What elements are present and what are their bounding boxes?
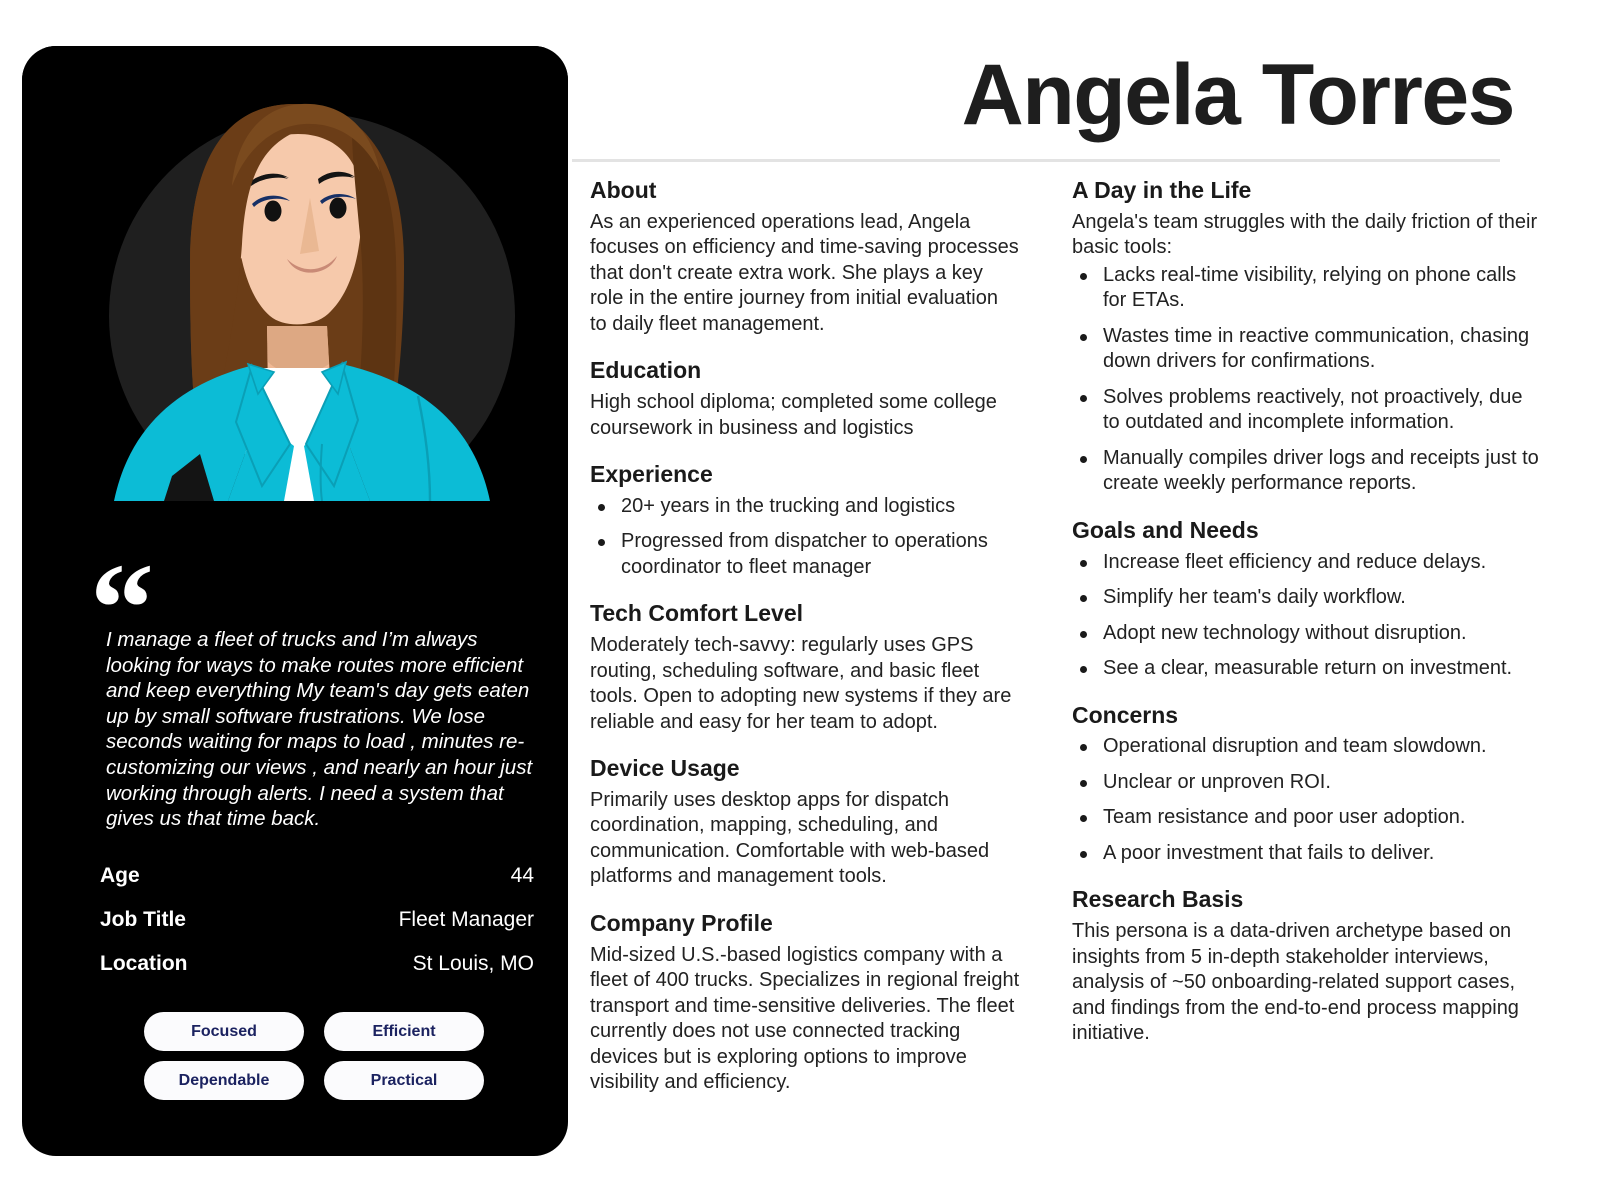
persona-attributes: [100, 864, 534, 996]
avatar-illustration: [22, 46, 568, 501]
section-list: [1072, 263, 1540, 497]
section-list: [1072, 734, 1540, 866]
column-left: [590, 176, 1020, 1096]
section-heading: Experience: [590, 461, 713, 487]
avatar: [22, 46, 568, 501]
attribute-label: Job Title: [100, 908, 186, 931]
section-list: [1072, 550, 1540, 682]
section-goals-and-needs: [1072, 516, 1540, 682]
section-body: Moderately tech-savvy: regularly uses GPS routing, scheduling software, and basic fleet tools. Open to adopting new systems if they are reliable and easy for her team to adopt.: [590, 634, 1012, 733]
section-heading: A Day in the Life: [1072, 177, 1252, 203]
content-columns: [590, 176, 1540, 1096]
list-item: Simplify her team's daily workflow.: [1072, 585, 1540, 611]
section-heading: About: [590, 177, 657, 203]
list-item: Increase fleet efficiency and reduce delays.: [1072, 550, 1540, 576]
section-about: [590, 176, 1020, 337]
section-heading: Device Usage: [590, 755, 740, 781]
section-heading: Goals and Needs: [1072, 516, 1259, 543]
list-item: Lacks real-time visibility, relying on phone calls for ETAs.: [1072, 263, 1540, 314]
page-title: Angela Torres: [961, 47, 1514, 143]
list-item: A poor investment that fails to deliver.: [1072, 841, 1540, 867]
attribute-row-age: [100, 864, 534, 888]
list-item: 20+ years in the trucking and logistics: [590, 494, 1020, 520]
list-item: Wastes time in reactive communication, chasing down drivers for confirmations.: [1072, 324, 1540, 375]
attribute-value: 44: [510, 864, 534, 887]
section-concerns: [1072, 701, 1540, 867]
section-body: Mid-sized U.S.-based logistics company with a fleet of 400 trucks. Specializes in regional freight transport and time-sensitive deliveries. The fleet currently does not use connected tracking devices but is exploring options to improve visibility and efficiency.: [590, 943, 1020, 1093]
list-item: Solves problems reactively, not proactively, due to outdated and incomplete information.: [1072, 385, 1540, 436]
list-item: Adopt new technology without disruption.: [1072, 621, 1540, 647]
list-item: Operational disruption and team slowdown.: [1072, 734, 1540, 760]
section-research-basis: [1072, 885, 1540, 1046]
list-item: Team resistance and poor user adoption.: [1072, 805, 1540, 831]
title-divider: [572, 159, 1500, 162]
quote-mark-icon: “: [90, 537, 152, 679]
persona-card: [22, 46, 568, 1156]
attribute-row-location: [100, 952, 534, 976]
trait-tag[interactable]: Focused: [144, 1012, 304, 1051]
section-list: [590, 494, 1020, 581]
trait-tag[interactable]: Practical: [324, 1061, 484, 1100]
attribute-row-job-title: [100, 908, 534, 932]
section-company-profile: [590, 909, 1020, 1096]
section-education: [590, 356, 1020, 441]
section-tech-comfort-level: [590, 599, 1020, 735]
attribute-value: Fleet Manager: [398, 908, 534, 931]
persona-quote: I manage a fleet of trucks and I’m always looking for ways to make routes more efficient and keep everything My team's day gets eaten up by small software frustrations. We lose seconds waiting for maps to load , minutes re-customizing our views , and nearly an hour just working through alerts. I need a system that gives us that time back.: [106, 628, 533, 831]
section-body: Primarily uses desktop apps for dispatch coordination, mapping, scheduling, and communication. Comfortable with web-based platforms and management tools.: [590, 788, 990, 888]
list-item: Manually compiles driver logs and receipts just to create weekly performance reports.: [1072, 446, 1540, 497]
section-heading: Tech Comfort Level: [590, 600, 803, 627]
list-item: Unclear or unproven ROI.: [1072, 770, 1540, 796]
section-heading: Research Basis: [1072, 886, 1244, 913]
attribute-value: St Louis, MO: [412, 952, 534, 975]
section-body: High school diploma; completed some college coursework in business and logistics: [590, 391, 997, 439]
trait-tag[interactable]: Dependable: [144, 1061, 304, 1100]
attribute-label: Location: [100, 952, 188, 975]
column-right: [1072, 176, 1540, 1096]
section-device-usage: [590, 754, 1020, 890]
list-item: See a clear, measurable return on investment.: [1072, 656, 1540, 682]
section-heading: Company Profile: [590, 909, 773, 936]
section-body: As an experienced operations lead, Angela focuses on efficiency and time-saving processes that don't create extra work. She plays a key role in the entire journey from initial evaluation to daily fleet management.: [590, 210, 1019, 335]
list-item: Progressed from dispatcher to operations coordinator to fleet manager: [590, 529, 1020, 580]
section-body: This persona is a data-driven archetype based on insights from 5 in-depth stakeholder interviews, analysis of ~50 onboarding-related support cases, and findings from the end-to-end process mapping initiative.: [1072, 920, 1519, 1044]
section-heading: Education: [590, 357, 702, 384]
section-experience: [590, 460, 1020, 580]
section-heading: Concerns: [1072, 701, 1179, 728]
section-intro: Angela's team struggles with the daily friction of their basic tools:: [1072, 210, 1538, 259]
attribute-label: Age: [100, 864, 140, 887]
section-a-day-in-the-life: [1072, 176, 1540, 497]
persona-trait-tags: [144, 1012, 484, 1100]
trait-tag[interactable]: Efficient: [324, 1012, 484, 1051]
